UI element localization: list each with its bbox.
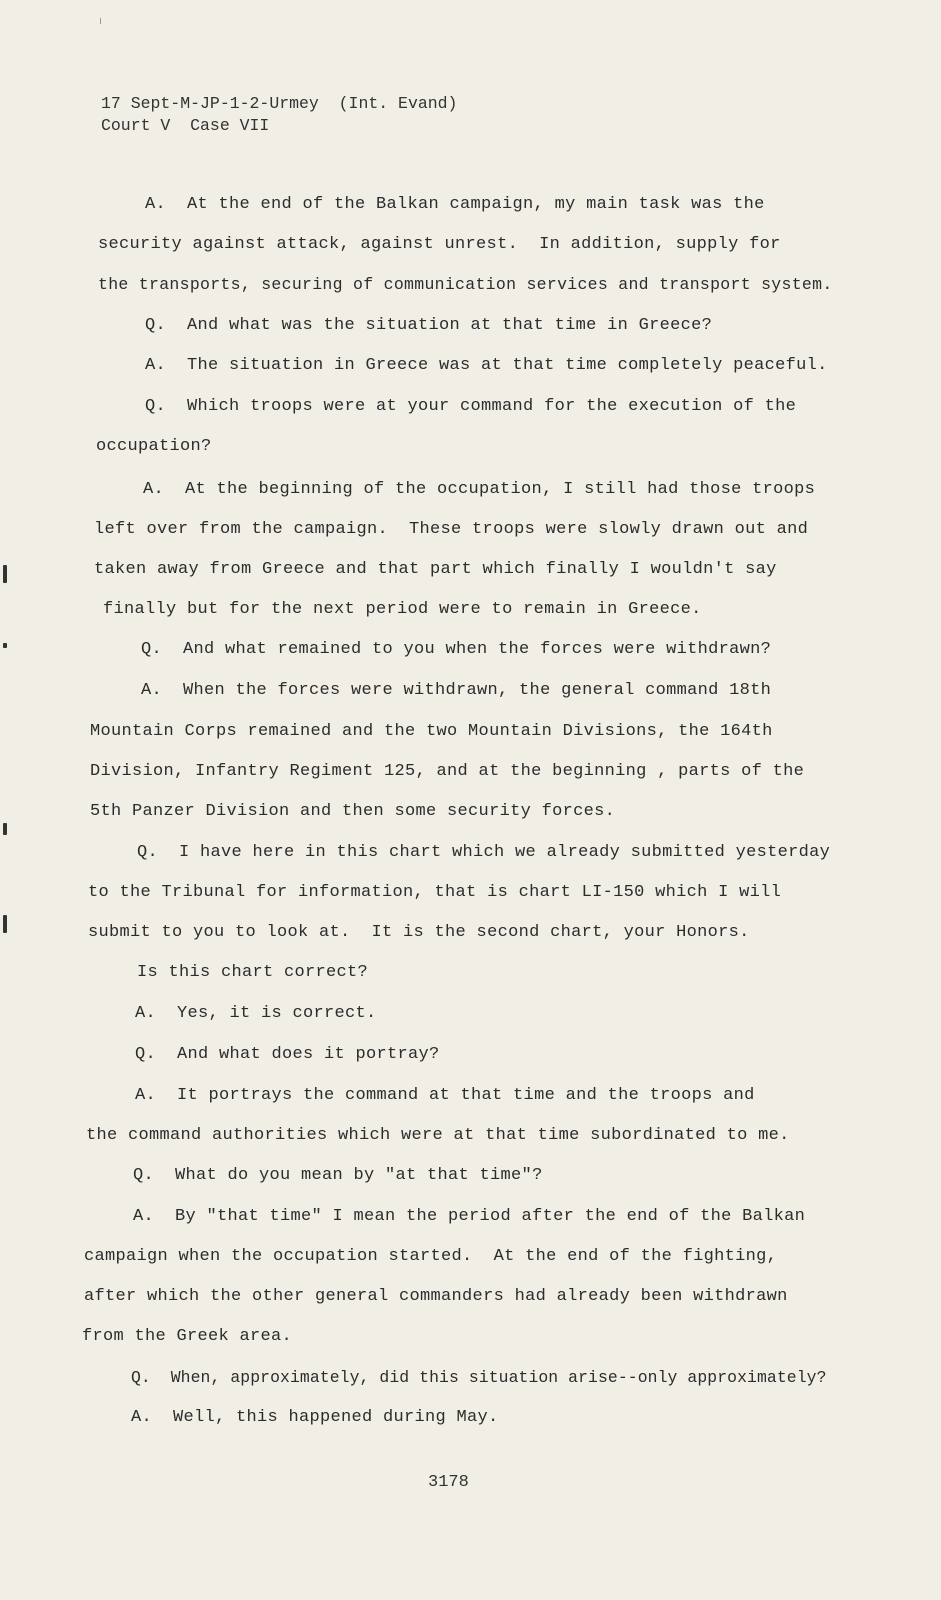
transcript-line: taken away from Greece and that part which finally I wouldn't say — [94, 560, 777, 579]
transcript-line: A. Well, this happened during May. — [131, 1408, 499, 1427]
transcript-line: Mountain Corps remained and the two Mountain Divisions, the 164th — [90, 722, 773, 741]
transcript-line: occupation? — [96, 437, 212, 456]
transcript-line: A. By "that time" I mean the period after the end of the Balkan — [133, 1207, 806, 1226]
transcript-line: A. At the beginning of the occupation, I still had those troops — [143, 480, 816, 499]
transcript-line: A. When the forces were withdrawn, the general command 18th — [141, 681, 772, 700]
transcript-line: Q. And what was the situation at that time in Greece? — [145, 316, 713, 335]
binding-hole-mark — [3, 643, 7, 648]
transcript-line: Is this chart correct? — [137, 963, 369, 982]
transcript-line: finally but for the next period were to remain in Greece. — [103, 600, 702, 619]
transcript-line: A. Yes, it is correct. — [135, 1004, 377, 1023]
transcript-line: A. The situation in Greece was at that time completely peaceful. — [145, 356, 828, 375]
binding-hole-mark — [3, 823, 7, 835]
transcript-line: after which the other general commanders had already been withdrawn — [84, 1287, 788, 1306]
transcript-line: A. It portrays the command at that time and the troops and — [135, 1086, 755, 1105]
transcript-line: to the Tribunal for information, that is chart LI-150 which I will — [88, 883, 782, 902]
transcript-line: 5th Panzer Division and then some security forces. — [90, 802, 616, 821]
page-number: 3178 — [428, 1473, 469, 1492]
transcript-line: left over from the campaign. These troops were slowly drawn out and — [94, 520, 809, 539]
transcript-line: Q. I have here in this chart which we already submitted yesterday — [137, 843, 831, 862]
transcript-line: Q. When, approximately, did this situation arise--only approximately? — [131, 1368, 827, 1387]
paper-mark — [100, 18, 101, 24]
transcript-line: Q. And what does it portray? — [135, 1045, 440, 1064]
transcript-line: the transports, securing of communication services and transport system. — [98, 275, 833, 294]
transcript-line: Division, Infantry Regiment 125, and at the beginning , parts of the — [90, 762, 805, 781]
transcript-line: Q. And what remained to you when the forces were withdrawn? — [141, 640, 772, 659]
transcript-line: security against attack, against unrest. In addition, supply for — [98, 235, 781, 254]
transcript-line: the command authorities which were at that time subordinated to me. — [86, 1126, 790, 1145]
transcript-line: Q. Which troops were at your command for the execution of the — [145, 397, 797, 416]
header-line-2: Court V Case VII — [101, 116, 270, 135]
transcript-line: Q. What do you mean by "at that time"? — [133, 1166, 543, 1185]
binding-hole-mark — [3, 565, 7, 583]
document-header — [101, 93, 457, 137]
binding-hole-mark — [3, 915, 7, 933]
transcript-line: submit to you to look at. It is the second chart, your Honors. — [88, 923, 750, 942]
header-line-1: 17 Sept-M-JP-1-2-Urmey (Int. Evand) — [101, 94, 458, 113]
transcript-line: campaign when the occupation started. At the end of the fighting, — [84, 1247, 778, 1266]
transcript-line: A. At the end of the Balkan campaign, my main task was the — [145, 195, 765, 214]
transcript-line: from the Greek area. — [82, 1327, 293, 1346]
